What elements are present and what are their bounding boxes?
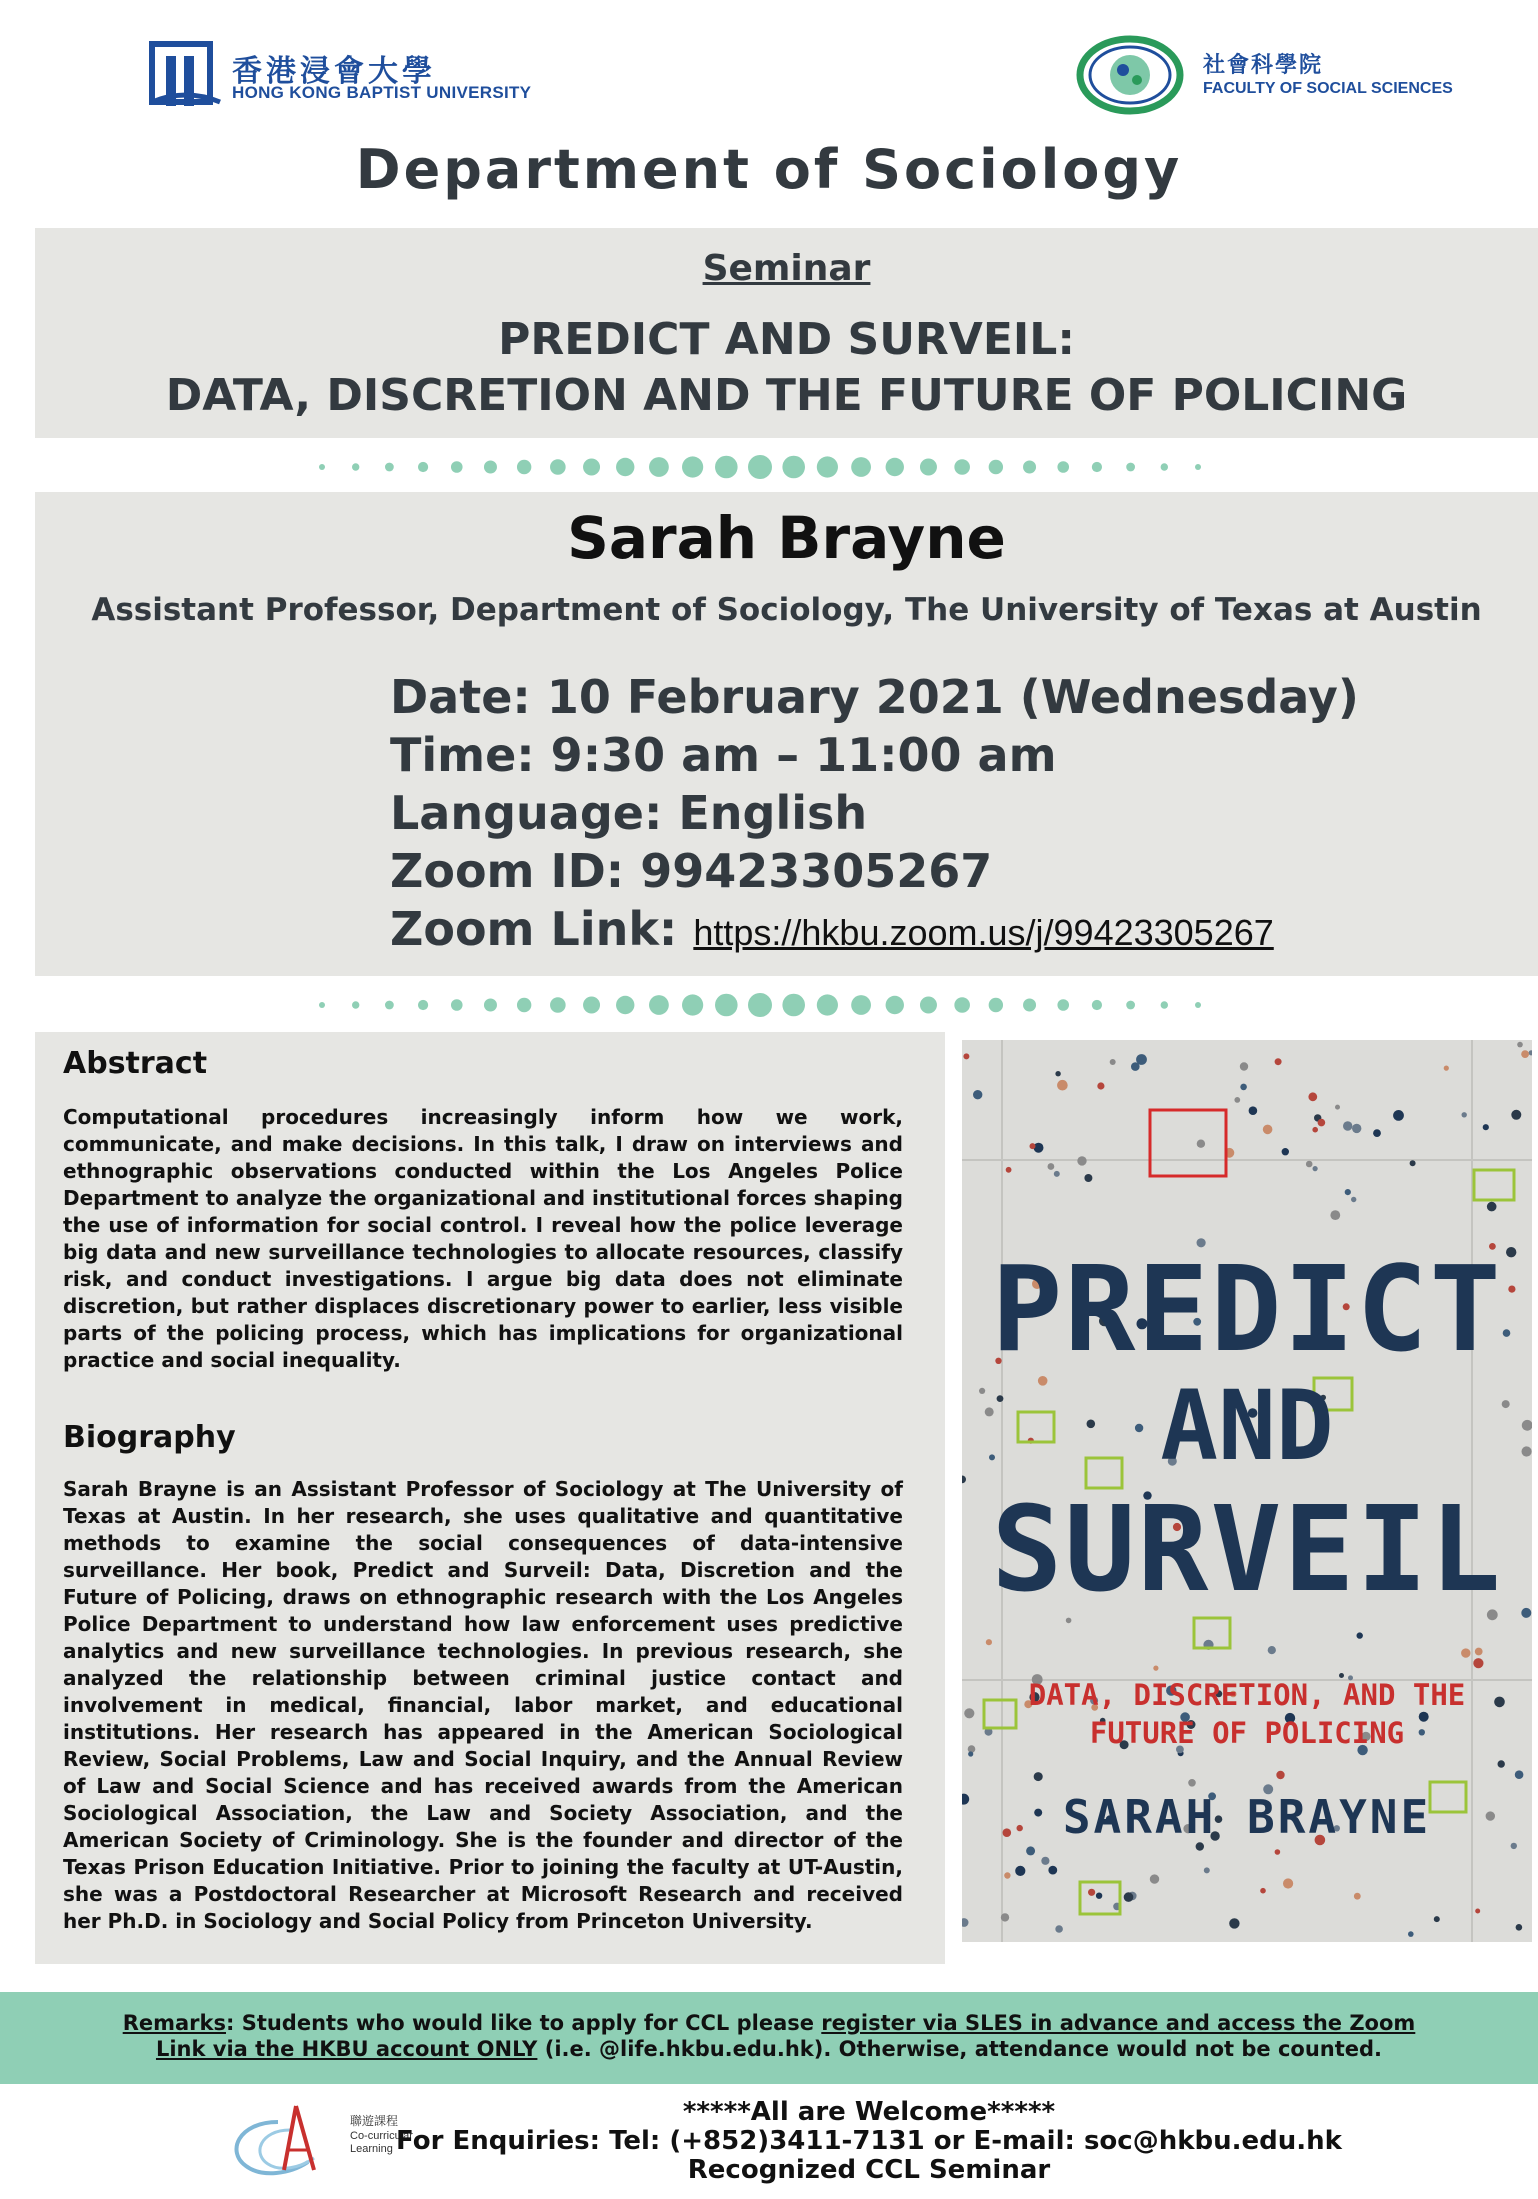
divider-dot bbox=[715, 456, 738, 479]
crowd-person bbox=[1088, 1889, 1095, 1896]
divider-dot bbox=[851, 457, 871, 477]
crowd-person bbox=[1004, 1872, 1010, 1878]
speaker-position: Assistant Professor, Department of Sociology, The University of Texas at Austin bbox=[91, 592, 1482, 628]
event-time: Time: 9:30 am – 11:00 am bbox=[390, 728, 1057, 782]
divider-dot bbox=[583, 459, 600, 476]
divider-dot bbox=[920, 997, 937, 1014]
crowd-person bbox=[1249, 1106, 1258, 1115]
zoom-link-label: Zoom Link: bbox=[390, 902, 678, 956]
hkbu-name-en: HONG KONG BAPTIST UNIVERSITY bbox=[232, 83, 532, 102]
fss-emblem-icon bbox=[1075, 34, 1185, 116]
crowd-person bbox=[1517, 1042, 1523, 1048]
divider-dot bbox=[484, 999, 497, 1012]
crowd-person bbox=[1275, 1849, 1281, 1855]
crowd-person bbox=[1461, 1648, 1470, 1657]
crowd-person bbox=[1150, 1874, 1159, 1883]
fss-name-zh: 社會科學院 bbox=[1203, 53, 1324, 78]
crowd-person bbox=[1015, 1866, 1025, 1876]
divider-dot bbox=[1057, 999, 1069, 1011]
crowd-person bbox=[1034, 1772, 1043, 1781]
crowd-person bbox=[1041, 1857, 1049, 1865]
divider-dot bbox=[451, 999, 463, 1011]
hkbu-name-zh: 香港浸會大學 bbox=[232, 54, 436, 89]
divider-dot bbox=[385, 1001, 394, 1010]
crowd-person bbox=[1357, 1632, 1363, 1638]
book-subtitle bbox=[962, 1676, 1532, 1752]
divider-dot bbox=[782, 994, 805, 1017]
divider-dot bbox=[484, 461, 497, 474]
book-author: SARAH BRAYNE bbox=[1062, 1790, 1432, 1844]
book-title-line-2: AND bbox=[1160, 1370, 1334, 1482]
crowd-person bbox=[1054, 1171, 1060, 1177]
divider-dot bbox=[451, 461, 463, 473]
speaker-name: Sarah Brayne bbox=[567, 504, 1006, 572]
divider-dot bbox=[1195, 464, 1201, 470]
department-title: Department of Sociology bbox=[355, 138, 1183, 201]
divider-dot bbox=[649, 995, 669, 1015]
divider-dot bbox=[517, 998, 531, 1012]
crowd-person bbox=[1318, 1119, 1326, 1127]
crowd-person bbox=[1276, 1771, 1284, 1779]
divider-dot bbox=[616, 458, 634, 476]
divider-dot bbox=[782, 456, 805, 479]
crowd-person bbox=[1263, 1125, 1273, 1135]
crowd-person bbox=[1084, 1174, 1092, 1182]
divider-dot bbox=[1092, 1000, 1102, 1010]
dot-divider-top bbox=[310, 452, 1210, 482]
crowd-person bbox=[973, 1090, 982, 1099]
crowd-person bbox=[1313, 1166, 1318, 1171]
crowd-person bbox=[1529, 1050, 1532, 1055]
divider-dot bbox=[319, 1002, 325, 1008]
divider-dot bbox=[550, 459, 566, 475]
event-date: Date: 10 February 2021 (Wednesday) bbox=[390, 670, 1359, 724]
crowd-person bbox=[1312, 1127, 1318, 1133]
crowd-person bbox=[1516, 1924, 1523, 1931]
ccl-name-en-line-1: Co-curricular bbox=[350, 2130, 413, 2142]
crowd-person bbox=[1511, 1110, 1521, 1120]
speaker-panel bbox=[35, 492, 1538, 976]
enquiries-text: For Enquiries: Tel: (+852)3411-7131 or E-mail: soc@hkbu.edu.hk bbox=[396, 2126, 1342, 2156]
crowd-person bbox=[1048, 1866, 1057, 1875]
ccl-text: Recognized CCL Seminar bbox=[687, 2155, 1051, 2185]
crowd-person bbox=[1306, 1161, 1313, 1168]
crowd-person bbox=[1308, 1092, 1317, 1101]
crowd-person bbox=[1026, 1846, 1035, 1855]
talk-title-line-2: DATA, DISCRETION AND THE FUTURE OF POLICING bbox=[165, 370, 1408, 421]
book-title-line-1: PREDICT bbox=[991, 1240, 1503, 1378]
divider-dot bbox=[1161, 1001, 1168, 1008]
divider-dot bbox=[616, 996, 634, 1014]
crowd-person bbox=[963, 1053, 969, 1059]
crowd-person bbox=[1097, 1082, 1104, 1089]
surveillance-box bbox=[1150, 1110, 1226, 1176]
crowd-person bbox=[1434, 1916, 1440, 1922]
crowd-person bbox=[1487, 1202, 1497, 1212]
divider-dot bbox=[1023, 999, 1036, 1012]
hkbu-logo bbox=[148, 38, 532, 118]
crowd-person bbox=[1515, 1770, 1524, 1779]
divider-dot bbox=[352, 463, 359, 470]
crowd-person bbox=[1096, 1893, 1102, 1899]
crowd-person bbox=[1153, 1666, 1158, 1671]
welcome-text: *****All are Welcome***** bbox=[682, 2097, 1056, 2127]
crowd-person bbox=[1444, 1066, 1449, 1071]
abstract-heading: Abstract bbox=[63, 1046, 208, 1081]
crowd-person bbox=[1055, 1925, 1063, 1933]
divider-dot bbox=[352, 1001, 359, 1008]
crowd-person bbox=[962, 1918, 969, 1927]
crowd-person bbox=[1354, 1893, 1361, 1900]
crowd-person bbox=[1345, 1189, 1351, 1195]
crowd-person bbox=[1204, 1867, 1210, 1873]
crowd-person bbox=[968, 1751, 973, 1756]
divider-dot bbox=[1126, 1001, 1135, 1010]
ccl-name-en-line-2: Learning bbox=[350, 2143, 393, 2155]
crowd-person bbox=[1240, 1084, 1247, 1091]
crowd-person bbox=[1234, 1097, 1240, 1103]
divider-dot bbox=[682, 994, 703, 1015]
divider-dot bbox=[886, 458, 904, 476]
talk-title bbox=[35, 312, 1538, 424]
remarks-label: Remarks bbox=[122, 2011, 226, 2035]
crowd-person bbox=[986, 1639, 992, 1645]
crowd-person bbox=[1055, 1071, 1060, 1076]
crowd-person bbox=[1006, 1167, 1012, 1173]
crowd-person bbox=[1197, 1140, 1205, 1148]
event-zoom-id: Zoom ID: 99423305267 bbox=[390, 844, 993, 898]
divider-dot bbox=[682, 456, 703, 477]
footer bbox=[300, 2098, 1438, 2185]
crowd-person bbox=[1521, 1050, 1529, 1058]
crowd-person bbox=[1352, 1124, 1361, 1133]
divider-dot bbox=[1195, 1002, 1201, 1008]
fss-name-en: FACULTY OF SOCIAL SCIENCES bbox=[1203, 80, 1453, 97]
biography-heading: Biography bbox=[63, 1420, 236, 1455]
seminar-title-panel bbox=[35, 228, 1538, 438]
divider-dot bbox=[418, 1000, 428, 1010]
abstract-biography-panel bbox=[35, 1032, 945, 1964]
remarks-bar bbox=[0, 1992, 1538, 2084]
divider-dot bbox=[817, 994, 838, 1015]
crowd-person bbox=[1048, 1163, 1055, 1170]
zoom-link[interactable]: https://hkbu.zoom.us/j/99423305267 bbox=[693, 912, 1274, 953]
divider-dot bbox=[649, 457, 669, 477]
book-subtitle-line-2: FUTURE OF POLICING bbox=[1089, 1716, 1405, 1750]
remarks-register-link[interactable]: register via SLES in advance and access the Zoom Link via the HKBU account ONLY bbox=[155, 2011, 1416, 2061]
talk-title-line-1: PREDICT AND SURVEIL: bbox=[498, 314, 1075, 365]
crowd-person bbox=[1282, 1148, 1289, 1155]
crowd-person bbox=[1475, 1909, 1480, 1914]
remarks-part-2: (i.e. @life.hkbu.edu.hk). Otherwise, attendance would not be counted. bbox=[537, 2037, 1383, 2061]
crowd-person bbox=[1335, 1105, 1340, 1110]
abstract-text: Computational procedures increasingly inform how we work, communicate, and make decisions. In this talk, I draw on interviews and ethnographic observations conducted within the Los Angeles Police Department to analyze the organizational and institutional forces shaping the use of information for social control. I reveal how the police leverage big data and new surveillance technologies to allocate resources, classify risk, and conduct investigations. I argue big data does not eliminate discretion, but rather displaces discretionary power to earlier, less visible parts of the policing process, which has implications for organizational practice and social inequality. bbox=[63, 1105, 903, 1372]
crowd-person bbox=[1275, 1058, 1282, 1065]
divider-dot bbox=[851, 995, 871, 1015]
book-subtitle-line-1: DATA, DISCRETION, AND THE bbox=[1028, 1678, 1466, 1712]
divider-dot bbox=[385, 463, 394, 472]
divider-dot bbox=[1092, 462, 1102, 472]
crowd-person bbox=[1330, 1210, 1340, 1220]
divider-dot bbox=[954, 459, 970, 475]
hkbu-emblem-icon bbox=[148, 38, 224, 110]
surveillance-box bbox=[1474, 1170, 1514, 1200]
event-language: Language: English bbox=[390, 786, 868, 840]
crowd-person bbox=[1462, 1112, 1467, 1117]
divider-dot bbox=[1023, 461, 1036, 474]
remarks-text bbox=[110, 2010, 1428, 2062]
divider-dot bbox=[748, 993, 772, 1017]
crowd-person bbox=[1393, 1110, 1404, 1121]
divider-dot bbox=[920, 459, 937, 476]
crowd-person bbox=[1475, 1648, 1483, 1656]
crowd-person bbox=[1483, 1124, 1489, 1130]
crowd-person bbox=[1343, 1121, 1352, 1130]
crowd-person bbox=[1351, 1197, 1356, 1202]
crowd-person bbox=[1001, 1913, 1009, 1921]
remarks-part-1: : Students who would like to apply for CCL please bbox=[225, 2011, 822, 2035]
event-details bbox=[390, 668, 1359, 958]
divider-dot bbox=[1057, 461, 1069, 473]
divider-dot bbox=[583, 997, 600, 1014]
crowd-person bbox=[1229, 1918, 1239, 1928]
divider-dot bbox=[748, 455, 772, 479]
crowd-person bbox=[1030, 1143, 1036, 1149]
divider-dot bbox=[1126, 463, 1135, 472]
book-cover bbox=[962, 1040, 1532, 1942]
divider-dot bbox=[715, 994, 738, 1017]
crowd-person bbox=[1136, 1054, 1147, 1065]
divider-dot bbox=[886, 996, 904, 1014]
crowd-person bbox=[1473, 1658, 1483, 1668]
dot-divider-bottom bbox=[310, 990, 1210, 1020]
divider-dot bbox=[989, 460, 1003, 474]
ccl-name-zh: 聯遊課程 bbox=[350, 2114, 399, 2128]
crowd-person bbox=[1110, 1059, 1116, 1065]
crowd-person bbox=[1066, 1618, 1072, 1624]
crowd-person bbox=[1283, 1878, 1293, 1888]
biography-text: Sarah Brayne is an Assistant Professor of Sociology at The University of Texas at Austin. In her research, she uses qualitative and quantitative methods to examine the social consequences of data-intensive surveillance. Her book, Predict and Surveil: Data, Discretion and the Future of Policing, draws on ethnographic research with the Los Angeles Police Department to understand how law enforcement uses predictive analytics and new surveillance technologies. In previous research, she analyzed the relationship between criminal justice contact and involvement in medical, financial, labor market, and educational institutions. Her research has appeared in the American Sociological Review, Social Problems, Law and Social Inquiry, and the Annual Review of Law and Social Science and has received awards from the American Sociological Association, the Law and Society Association, and the American Society of Criminology. She is the founder and director of the Texas Prison Education Initiative. Prior to joining the faculty at UT-Austin, she was a Postdoctoral Researcher at Microsoft Research and received her Ph.D. in Sociology and Social Policy from Princeton University. bbox=[63, 1477, 903, 1933]
crowd-person bbox=[1077, 1156, 1086, 1165]
crowd-person bbox=[1124, 1892, 1134, 1902]
crowd-person bbox=[1240, 1062, 1248, 1070]
crowd-person bbox=[1268, 1646, 1276, 1654]
fss-logo bbox=[1075, 34, 1455, 120]
book-title-line-3: SURVEIL bbox=[991, 1480, 1503, 1618]
event-zoom-link-row bbox=[390, 900, 1359, 958]
crowd-person bbox=[1373, 1129, 1381, 1137]
divider-dot bbox=[817, 456, 838, 477]
divider-dot bbox=[989, 998, 1003, 1012]
crowd-person bbox=[1498, 1760, 1505, 1767]
seminar-label: Seminar bbox=[702, 248, 871, 289]
divider-dot bbox=[1161, 463, 1168, 470]
divider-dot bbox=[319, 464, 325, 470]
divider-dot bbox=[954, 997, 970, 1013]
crowd-person bbox=[1410, 1160, 1416, 1166]
divider-dot bbox=[517, 460, 531, 474]
divider-dot bbox=[550, 997, 566, 1013]
crowd-person bbox=[1057, 1080, 1068, 1091]
crowd-person bbox=[1260, 1888, 1266, 1894]
crowd-person bbox=[1188, 1779, 1196, 1787]
divider-dot bbox=[418, 462, 428, 472]
crowd-person bbox=[1408, 1931, 1414, 1937]
